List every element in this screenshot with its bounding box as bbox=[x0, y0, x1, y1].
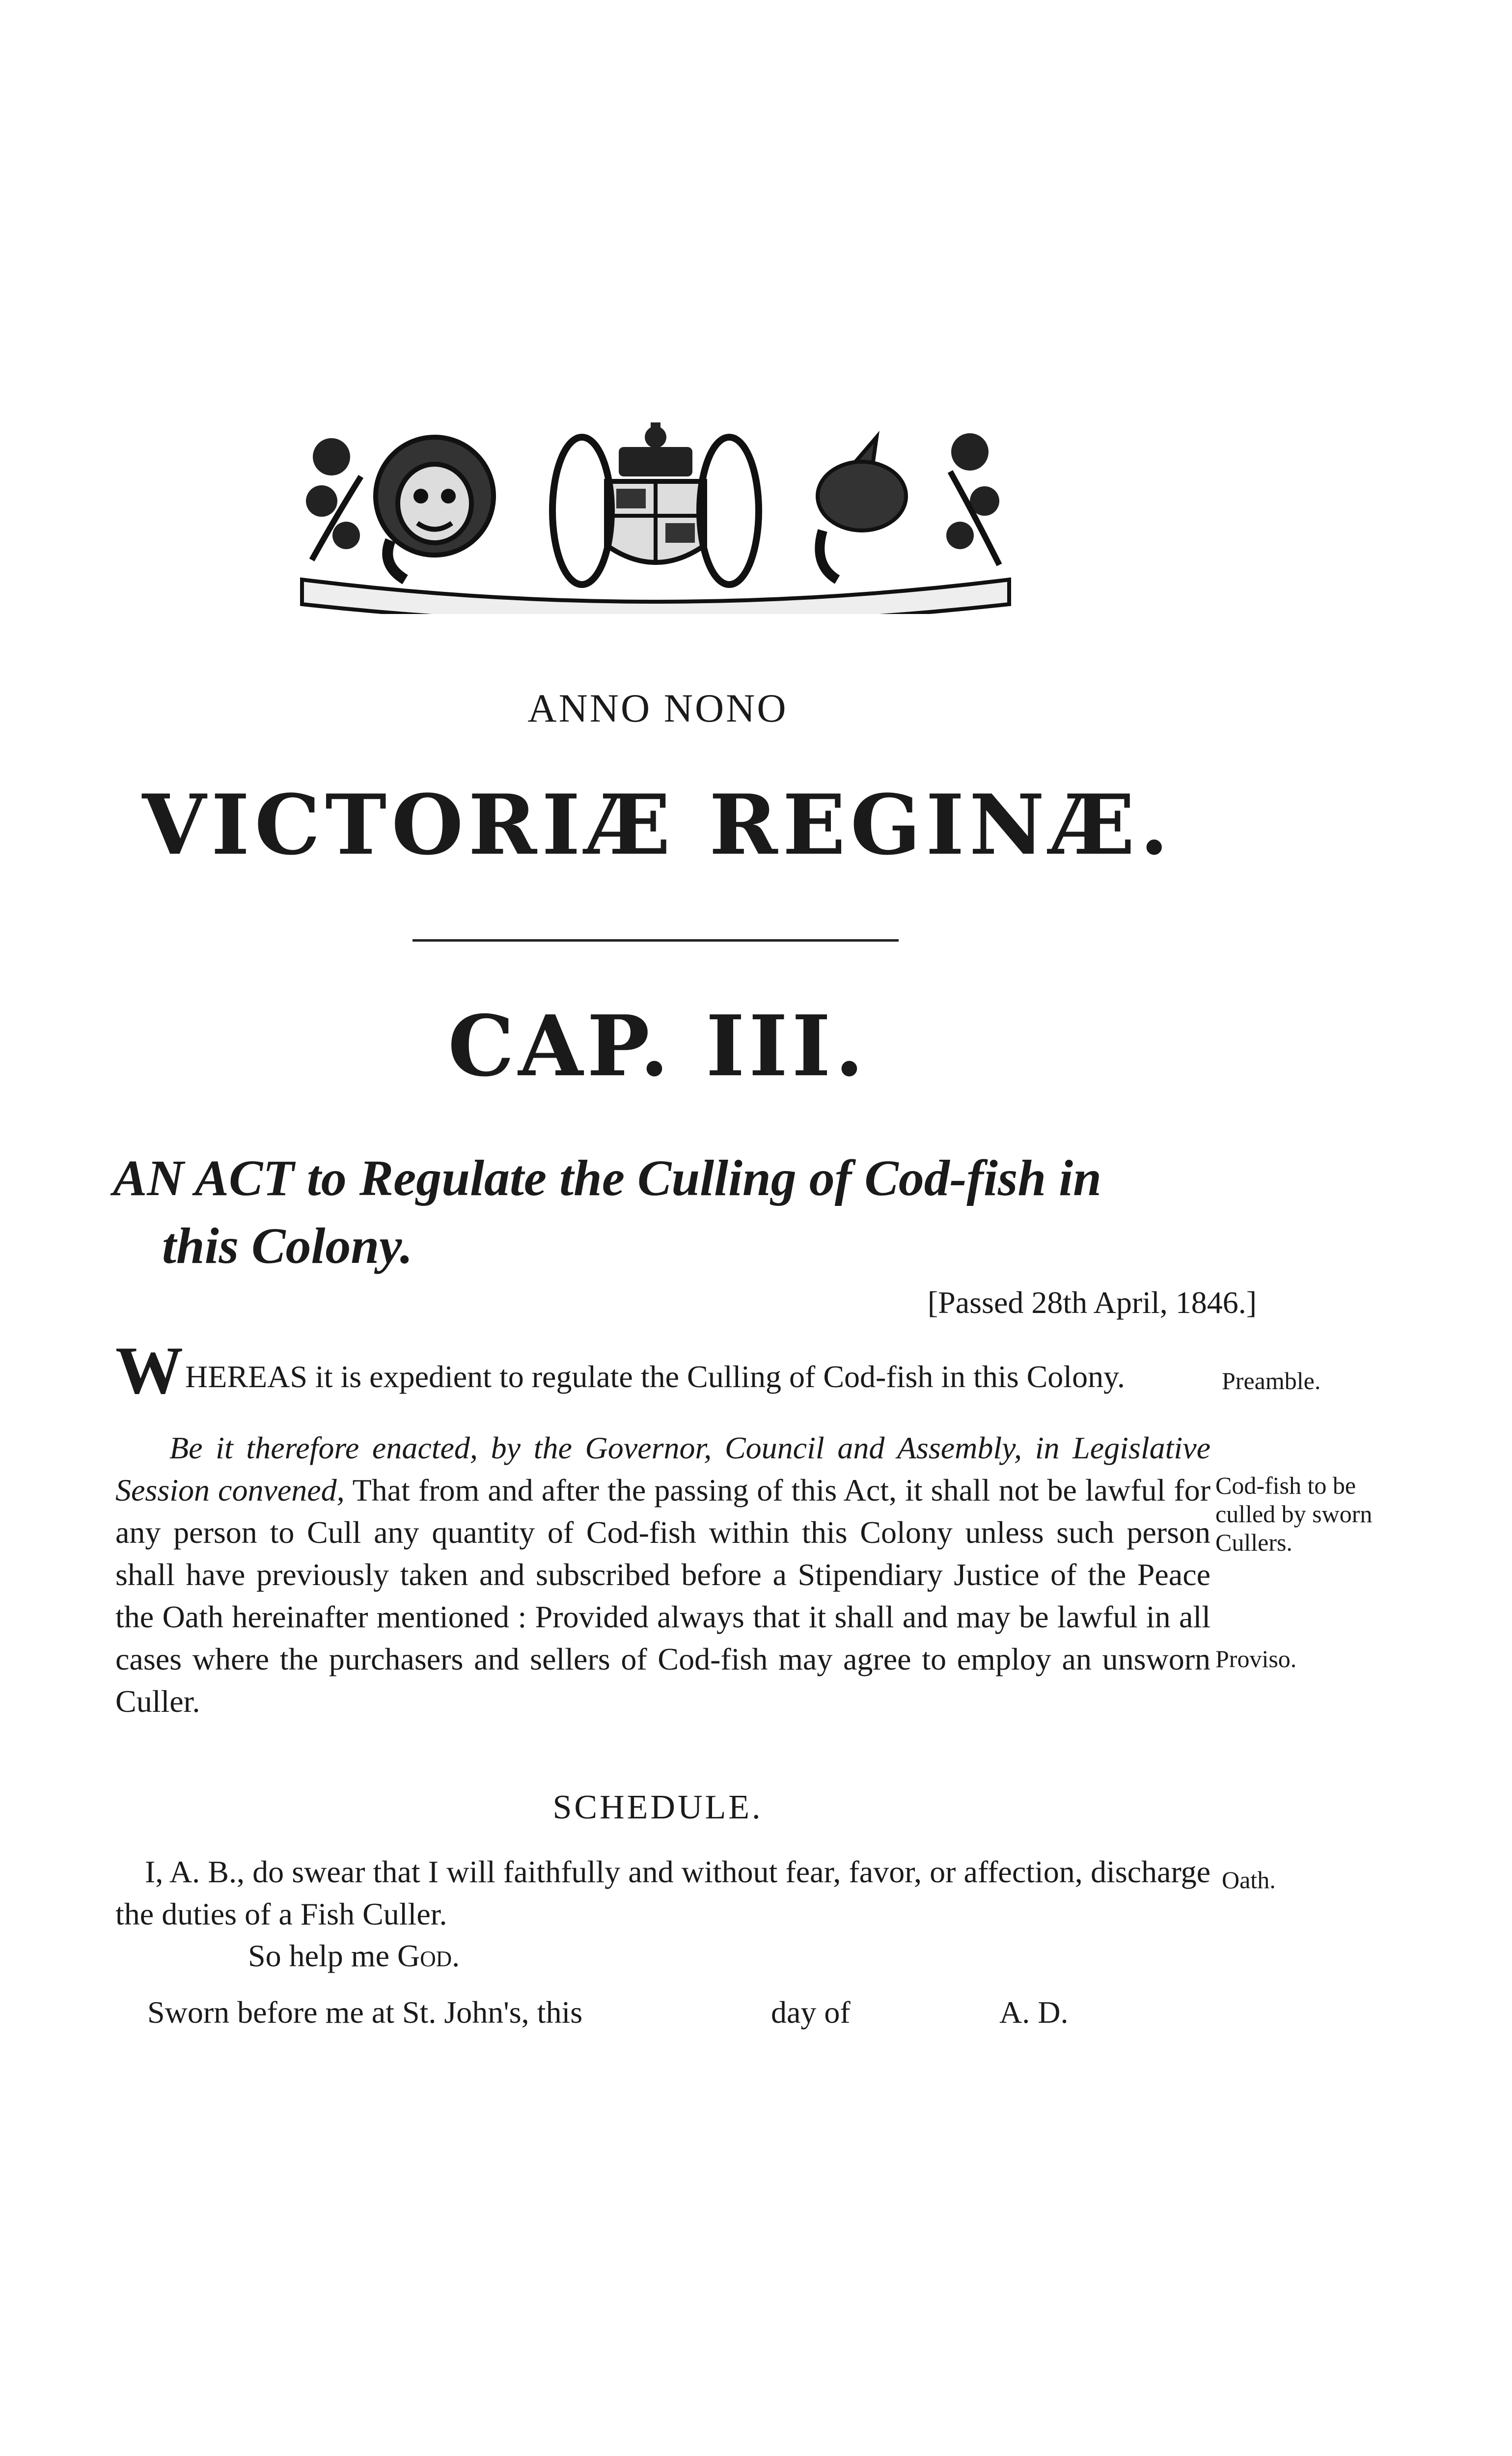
rose-thistle-foliage-right bbox=[946, 433, 999, 565]
lion-icon bbox=[376, 437, 494, 580]
so-help-me-god bbox=[248, 1938, 460, 1974]
margin-note-preamble: Preamble. bbox=[1222, 1367, 1321, 1395]
act-title-line1: AN ACT to Regulate the Culling of Cod-fish in bbox=[113, 1150, 1101, 1206]
preamble-text: HEREAS it is expedient to regulate the Culling of Cod-fish in this Colony. bbox=[185, 1359, 1125, 1394]
sworn-line bbox=[147, 1994, 1179, 2038]
anno-heading: ANNO NONO bbox=[527, 686, 788, 730]
enacting-clause: Be it therefore enacted, by the Governor, Council and Assembly, in Legislative Session convened, bbox=[115, 1430, 1210, 1507]
rose-thistle-foliage-left bbox=[306, 438, 361, 560]
schedule-heading: SCHEDULE. bbox=[552, 1788, 763, 1826]
drop-cap: W bbox=[115, 1333, 183, 1408]
margin-note-codfish: Cod-fish to be culled by sworn Cullers. bbox=[1215, 1472, 1373, 1556]
god-word: God. bbox=[397, 1938, 460, 1973]
margin-note-proviso: Proviso. bbox=[1215, 1645, 1297, 1673]
royal-coat-of-arms bbox=[292, 418, 1019, 614]
enactment-text: That from and after the passing of this Act, it shall not be lawful for any person to Cull any quantity of Cod-fish within this Colony unless such person shall have previously taken and subscribed before a Stipendiary Justice of the Peace the Oath hereinafter mentioned : Provided always that it shall and may be lawful in all cases where the purchasers and sellers of Cod-fish may agree to employ an unsworn Culler. bbox=[115, 1473, 1211, 1719]
so-help-prefix: So help me bbox=[248, 1938, 389, 1973]
sworn-day-of: day of bbox=[771, 1995, 851, 2030]
act-title bbox=[113, 1144, 1242, 1280]
preamble-paragraph bbox=[115, 1333, 1210, 1408]
unicorn-icon bbox=[818, 437, 906, 580]
act-title-line2: this Colony. bbox=[162, 1218, 413, 1274]
motto-scroll bbox=[302, 580, 1009, 614]
oath-text: I, A. B., do swear that I will faithfully and without fear, favor, or affection, discharge the duties of a Fish Culler. bbox=[115, 1854, 1210, 1931]
divider bbox=[412, 939, 899, 942]
enactment-paragraph bbox=[115, 1427, 1210, 1723]
regina-heading: VICTORIÆ REGINÆ. bbox=[142, 776, 1174, 873]
sworn-ad: A. D. bbox=[999, 1995, 1069, 2030]
sworn-before: Sworn before me at St. John's, this bbox=[147, 1995, 583, 2030]
passed-date: [Passed 28th April, 1846.] bbox=[927, 1285, 1257, 1320]
margin-note-oath: Oath. bbox=[1222, 1866, 1276, 1894]
shield-icon bbox=[606, 481, 705, 565]
crown-icon bbox=[619, 422, 692, 476]
chapter-heading: CAP. III. bbox=[447, 997, 868, 1095]
